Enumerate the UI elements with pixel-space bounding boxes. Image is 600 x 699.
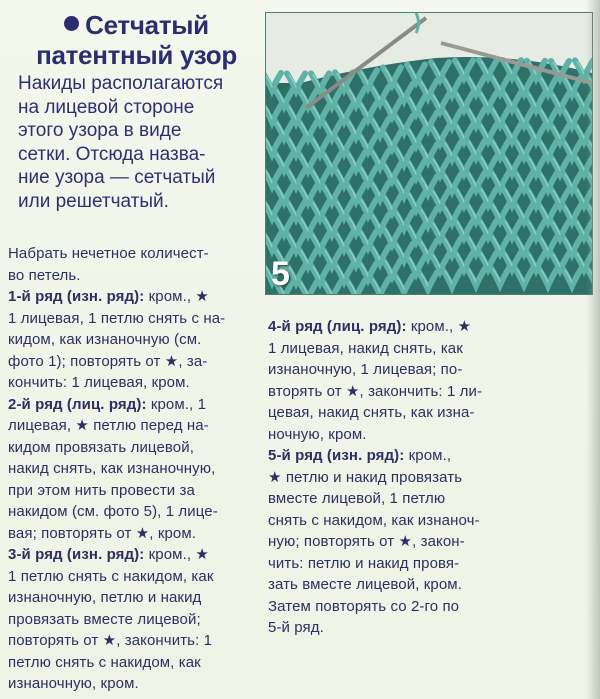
row-1-heading: 1-й ряд (изн. ряд): (8, 288, 145, 305)
title-line-1: Сетчатый (85, 10, 209, 40)
instructions-left-column (8, 243, 256, 695)
cast-on-text: Набрать нечетное количест- во петель. (8, 245, 209, 284)
row-3-text: кром., ★ 1 петлю снять с накидом, как изнаночную, петлю и накид провязать вместе лицевой; повторять от ★, закончить: 1 петлю снять с накидом, как изнаночную, кром. (8, 546, 214, 692)
knitting-photo (265, 12, 593, 295)
title-line-2: патентный узор (36, 40, 237, 70)
row-2-heading: 2-й ряд (лиц. ряд): (8, 395, 147, 413)
bullet-icon (64, 16, 79, 31)
intro-paragraph: Накиды располагаются на лицевой стороне этого узора в виде сетки. Отсюда назва- ние узора — сетчатый или решетчатый. (18, 73, 224, 212)
row-5-text: кром., ★ петлю и накид провязать вместе лицевой, 1 петлю снять с накидом, как изнаноч- ную; повторять от ★, закон- чить: петлю и накид провя- зать вместе лицевой, кром. Затем повторять со 2-го по 5-й ряд. (268, 447, 480, 636)
row-4-text: кром., ★ 1 лицевая, накид снять, как изнаночную, 1 лицевая; по- вторять от ★, закончить: 1 ли- цевая, накид снять, как изна- ночную, кром. (268, 318, 483, 443)
row-3-heading: 3-й ряд (изн. ряд): (8, 546, 145, 563)
row-4-heading: 4-й ряд (лиц. ряд): (268, 318, 407, 335)
page-edge-shadow (586, 0, 600, 699)
row-2-text: кром., 1 лицевая, ★ петлю перед на- кидом провязать лицевой, накид снять, как изнаночную, при этом нить провести за накидом (см. фото 5), 1 лице- вая; повторять от ★, кром. (8, 395, 218, 542)
row-1-text: кром., ★ 1 лицевая, 1 петлю снять с на- кидом, как изнаночную (см. фото 1); повторять от ★, за- кончить: 1 лицевая, кром. (8, 288, 226, 391)
instructions-right-column (268, 316, 508, 639)
photo-number: 5 (271, 255, 290, 293)
knitted-fabric-image (266, 13, 592, 294)
row-5-heading: 5-й ряд (изн. ряд): (268, 447, 405, 464)
pattern-title (14, 10, 259, 70)
